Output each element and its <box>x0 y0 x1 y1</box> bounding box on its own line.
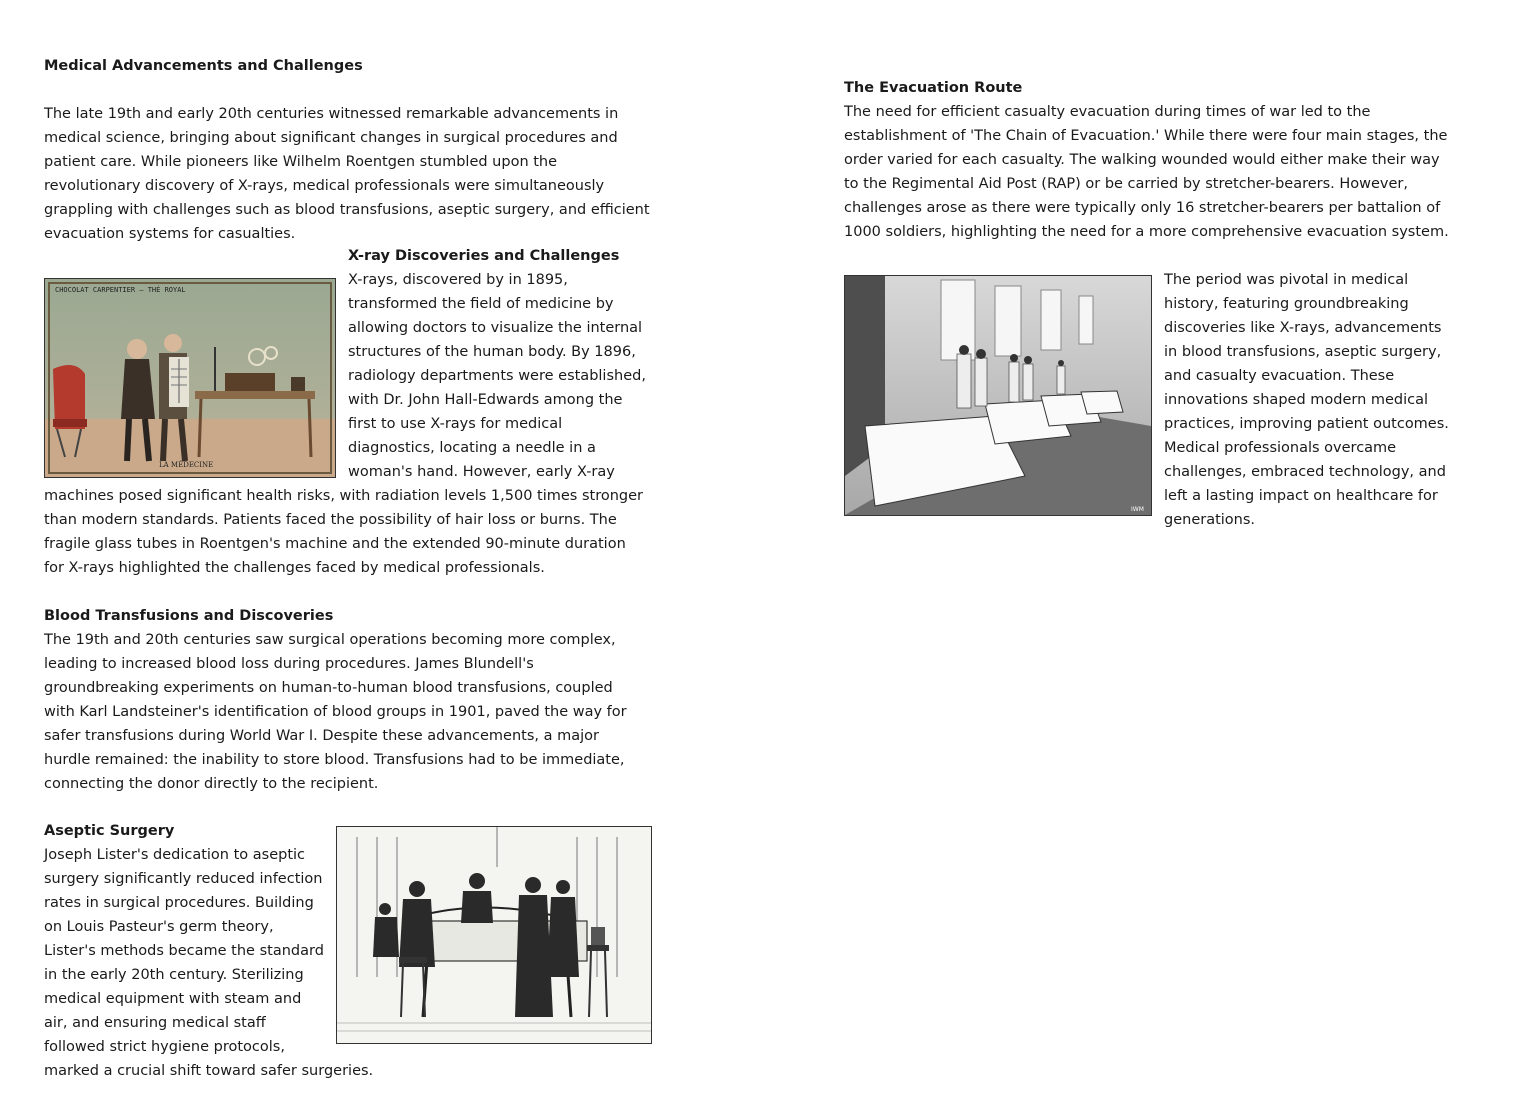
xray-trade-card-image <box>44 278 336 478</box>
evacuation-heading: The Evacuation Route <box>844 80 1023 96</box>
hospital-ward-image <box>844 275 1152 516</box>
xray-heading: X-ray Discoveries and Challenges <box>348 248 620 264</box>
hospital-ward-photo <box>845 276 1151 515</box>
aseptic-surgery-image <box>336 826 652 1044</box>
summary-section <box>844 268 1454 532</box>
summary-paragraph: The period was pivotal in medical history, featuring groundbreaking discoveries like X-rays, advancements in blood transfusions, aseptic surgery, and casualty evacuation. These innovations shaped modern medical practices, improving patient outcomes. Medical professionals overcame challenges, embraced technology, and left a lasting impact on healthcare for generations. <box>1164 272 1449 528</box>
intro-paragraph: The late 19th and early 20th centuries witnessed remarkable advancements in medical science, bringing about significant changes in surgical procedures and patient care. While pioneers like Wilhelm Roentgen stumbled upon the revolutionary discovery of X-rays, medical professionals were simultaneously grappling with challenges such as blood transfusions, aseptic surgery, and efficient evacuation systems for casualties. <box>44 106 650 242</box>
surgery-engraving <box>337 827 651 1043</box>
xray-paragraph: X-rays, discovered by in 1895, transformed the field of medicine by allowing doctors to visualize the internal structures of the human body. By 1896, radiology departments were established, with Dr. John Hall-Edwards among the first to use X-rays for medical diagnostics, locating a needle in a woman's hand. However, early X-ray machines posed significant health risks, with radiation levels 1,500 times stronger than modern standards. Patients faced the possibility of hair loss or burns. The fragile glass tubes in Roentgen's machine and the extended 90-minute duration for X-rays highlighted the challenges faced by medical professionals. <box>44 272 646 576</box>
evacuation-paragraph: The need for efficient casualty evacuation during times of war led to the establishment of 'The Chain of Evacuation.' While there were four main stages, the order varied for each casualty. The walking wounded would either make their way to the Regimental Aid Post (RAP) or be carried by stretcher-bearers. However, challenges arose as there were typically only 16 stretcher-bearers per battalion of 1000 soldiers, highlighting the need for a more comprehensive evacuation system. <box>844 104 1449 240</box>
card-caption-bottom: LA MÉDECINE <box>159 461 214 469</box>
aseptic-paragraph: Joseph Lister's dedication to aseptic surgery significantly reduced infection rates in surgical procedures. Building on Louis Pasteur's germ theory, Lister's methods became the standard in the early 20th century. Sterilizing medical equipment with steam and air, and ensuring medical staff followed strict hygiene protocols, marked a crucial shift toward safer surgeries. <box>44 847 374 1079</box>
xray-illustration <box>45 279 335 477</box>
intro-section <box>44 54 654 246</box>
xray-section <box>44 244 650 580</box>
blood-section <box>44 604 644 796</box>
blood-paragraph: The 19th and 20th centuries saw surgical operations becoming more complex, leading to increased blood loss during procedures. James Blundell's groundbreaking experiments on human-to-human blood transfusions, coupled with Karl Landsteiner's identification of blood groups in 1901, paved the way for safer transfusions during World War I. Despite these advancements, a major hurdle remained: the inability to store blood. Transfusions had to be immediate, connecting the donor directly to the recipient. <box>44 632 627 792</box>
photo-watermark: IWM <box>1131 506 1144 513</box>
blood-heading: Blood Transfusions and Discoveries <box>44 608 334 624</box>
card-caption-top: CHOCOLAT CARPENTIER — THÉ ROYAL <box>55 286 186 294</box>
aseptic-section <box>44 819 652 1083</box>
aseptic-heading: Aseptic Surgery <box>44 823 175 839</box>
evacuation-section <box>844 76 1450 244</box>
page-title: Medical Advancements and Challenges <box>44 58 363 74</box>
